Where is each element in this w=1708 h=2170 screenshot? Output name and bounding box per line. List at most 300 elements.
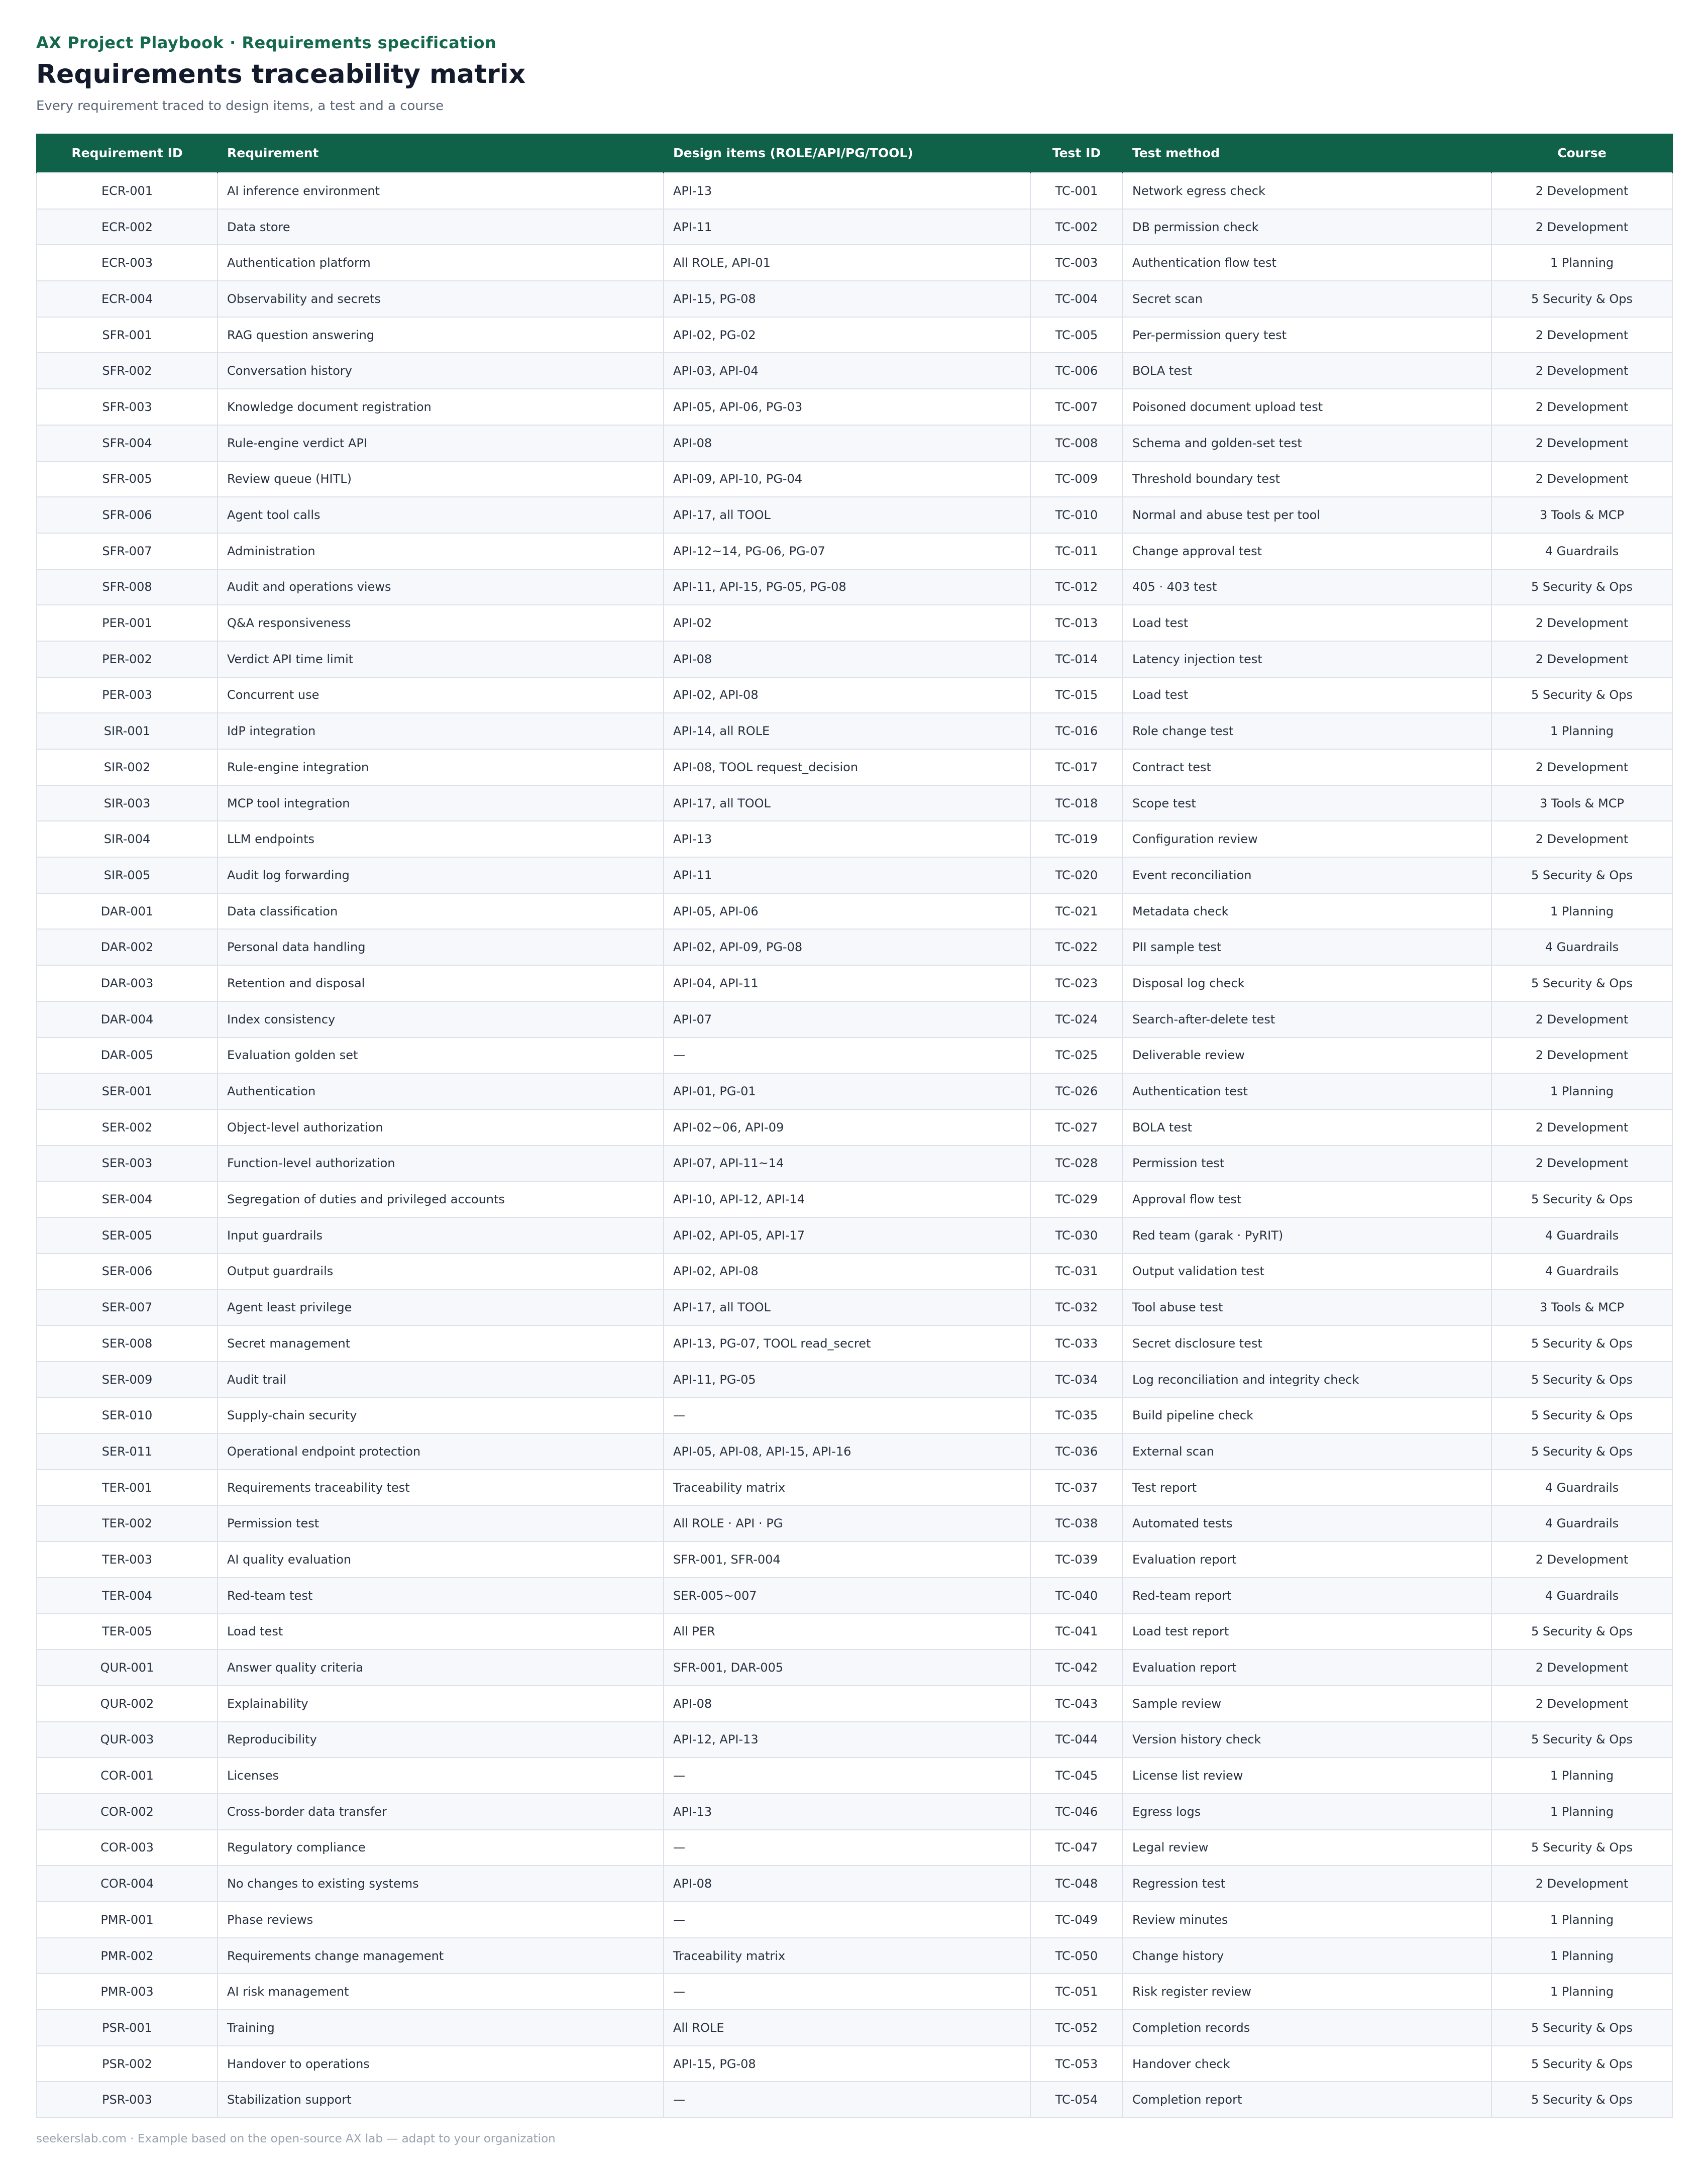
requirement-cell: AI inference environment (218, 173, 664, 209)
course-cell: 4 Guardrails (1491, 929, 1672, 965)
requirement-id-cell: SFR-001 (37, 317, 218, 353)
table-row (37, 1038, 1672, 1074)
course-cell: 2 Development (1491, 461, 1672, 497)
test-id-cell: TC-014 (1030, 641, 1123, 677)
test-id-cell: TC-045 (1030, 1758, 1123, 1794)
table-row (37, 857, 1672, 893)
table-row (37, 641, 1672, 677)
test-id-cell: TC-038 (1030, 1505, 1123, 1541)
test-method-cell: Event reconciliation (1123, 857, 1491, 893)
table-row (37, 317, 1672, 353)
test-id-cell: TC-015 (1030, 677, 1123, 713)
table-row (37, 1830, 1672, 1866)
test-id-cell: TC-047 (1030, 1830, 1123, 1866)
course-cell: 5 Security & Ops (1491, 2082, 1672, 2118)
course-cell: 2 Development (1491, 353, 1672, 389)
test-id-cell: TC-016 (1030, 713, 1123, 749)
page-subtitle: Every requirement traced to design items, a test and a course (36, 98, 444, 114)
table-row (37, 1362, 1672, 1398)
test-method-cell: Secret disclosure test (1123, 1325, 1491, 1362)
table-row (37, 1254, 1672, 1290)
table-row (37, 929, 1672, 965)
table-row (37, 1181, 1672, 1217)
test-method-cell: External scan (1123, 1433, 1491, 1470)
design-items-cell: API-02~06, API-09 (664, 1109, 1030, 1146)
requirement-id-cell: TER-003 (37, 1541, 218, 1578)
requirement-id-cell: SIR-005 (37, 857, 218, 893)
design-items-cell: API-05, API-06, PG-03 (664, 389, 1030, 425)
column-header-requirement: Requirement (218, 134, 664, 173)
course-cell: 4 Guardrails (1491, 533, 1672, 569)
requirement-id-cell: DAR-002 (37, 929, 218, 965)
test-method-cell: Review minutes (1123, 1902, 1491, 1938)
requirement-cell: Operational endpoint protection (218, 1433, 664, 1470)
test-method-cell: Tool abuse test (1123, 1289, 1491, 1325)
course-cell: 4 Guardrails (1491, 1217, 1672, 1254)
requirement-id-cell: SER-008 (37, 1325, 218, 1362)
course-cell: 2 Development (1491, 641, 1672, 677)
requirement-cell: Segregation of duties and privileged accounts (218, 1181, 664, 1217)
design-items-cell: API-10, API-12, API-14 (664, 1181, 1030, 1217)
requirement-cell: Personal data handling (218, 929, 664, 965)
test-id-cell: TC-049 (1030, 1902, 1123, 1938)
course-cell: 4 Guardrails (1491, 1578, 1672, 1614)
design-items-cell: All PER (664, 1614, 1030, 1650)
design-items-cell: API-13 (664, 821, 1030, 857)
course-cell: 1 Planning (1491, 893, 1672, 929)
requirement-cell: Load test (218, 1614, 664, 1650)
test-method-cell: Red-team report (1123, 1578, 1491, 1614)
test-id-cell: TC-027 (1030, 1109, 1123, 1146)
requirement-cell: Review queue (HITL) (218, 461, 664, 497)
test-method-cell: Poisoned document upload test (1123, 389, 1491, 425)
test-method-cell: Completion records (1123, 2010, 1491, 2046)
design-items-cell: API-17, all TOOL (664, 497, 1030, 533)
design-items-cell: API-09, API-10, PG-04 (664, 461, 1030, 497)
requirement-cell: Red-team test (218, 1578, 664, 1614)
design-items-cell: API-08 (664, 641, 1030, 677)
requirement-cell: AI quality evaluation (218, 1541, 664, 1578)
test-id-cell: TC-006 (1030, 353, 1123, 389)
requirement-cell: Rule-engine verdict API (218, 425, 664, 461)
test-id-cell: TC-044 (1030, 1722, 1123, 1758)
table-row (37, 1470, 1672, 1506)
course-cell: 5 Security & Ops (1491, 1181, 1672, 1217)
design-items-cell: — (664, 1758, 1030, 1794)
test-method-cell: Version history check (1123, 1722, 1491, 1758)
requirement-cell: Audit and operations views (218, 569, 664, 605)
requirement-id-cell: SER-007 (37, 1289, 218, 1325)
page-footer: seekerslab.com · Example based on the open-source AX lab — adapt to your organization (36, 2132, 556, 2145)
design-items-cell: API-11 (664, 857, 1030, 893)
test-id-cell: TC-004 (1030, 281, 1123, 317)
test-id-cell: TC-040 (1030, 1578, 1123, 1614)
requirement-cell: Permission test (218, 1505, 664, 1541)
design-items-cell: API-02 (664, 605, 1030, 641)
page-title: Requirements traceability matrix (36, 59, 526, 89)
test-method-cell: Per-permission query test (1123, 317, 1491, 353)
test-method-cell: Threshold boundary test (1123, 461, 1491, 497)
requirement-id-cell: SER-005 (37, 1217, 218, 1254)
requirement-cell: RAG question answering (218, 317, 664, 353)
test-id-cell: TC-043 (1030, 1686, 1123, 1722)
test-method-cell: Metadata check (1123, 893, 1491, 929)
table-body (37, 173, 1672, 2118)
table-row (37, 965, 1672, 1001)
requirement-id-cell: QUR-001 (37, 1649, 218, 1686)
test-method-cell: DB permission check (1123, 209, 1491, 245)
course-cell: 5 Security & Ops (1491, 965, 1672, 1001)
table-header-row (37, 134, 1672, 173)
test-method-cell: Latency injection test (1123, 641, 1491, 677)
requirement-id-cell: SER-001 (37, 1073, 218, 1109)
requirement-id-cell: ECR-004 (37, 281, 218, 317)
design-items-cell: API-13, PG-07, TOOL read_secret (664, 1325, 1030, 1362)
course-cell: 5 Security & Ops (1491, 1362, 1672, 1398)
requirement-cell: Stabilization support (218, 2082, 664, 2118)
test-method-cell: Contract test (1123, 749, 1491, 785)
test-id-cell: TC-029 (1030, 1181, 1123, 1217)
table-row (37, 173, 1672, 209)
design-items-cell: SFR-001, DAR-005 (664, 1649, 1030, 1686)
requirement-id-cell: COR-004 (37, 1866, 218, 1902)
design-items-cell: All ROLE, API-01 (664, 245, 1030, 281)
requirement-cell: Audit log forwarding (218, 857, 664, 893)
course-cell: 5 Security & Ops (1491, 1722, 1672, 1758)
test-id-cell: TC-054 (1030, 2082, 1123, 2118)
table-row (37, 1397, 1672, 1433)
course-cell: 2 Development (1491, 605, 1672, 641)
test-method-cell: Red team (garak · PyRIT) (1123, 1217, 1491, 1254)
course-cell: 2 Development (1491, 1146, 1672, 1182)
requirement-cell: Output guardrails (218, 1254, 664, 1290)
requirement-id-cell: PER-001 (37, 605, 218, 641)
test-id-cell: TC-048 (1030, 1866, 1123, 1902)
test-method-cell: Search-after-delete test (1123, 1001, 1491, 1038)
design-items-cell: API-13 (664, 173, 1030, 209)
test-method-cell: Test report (1123, 1470, 1491, 1506)
test-method-cell: Approval flow test (1123, 1181, 1491, 1217)
requirement-id-cell: QUR-003 (37, 1722, 218, 1758)
course-cell: 5 Security & Ops (1491, 857, 1672, 893)
table-row (37, 533, 1672, 569)
course-cell: 2 Development (1491, 425, 1672, 461)
course-cell: 2 Development (1491, 389, 1672, 425)
table-row (37, 1794, 1672, 1830)
design-items-cell: API-05, API-08, API-15, API-16 (664, 1433, 1030, 1470)
requirement-id-cell: DAR-005 (37, 1038, 218, 1074)
test-method-cell: Configuration review (1123, 821, 1491, 857)
test-id-cell: TC-001 (1030, 173, 1123, 209)
test-method-cell: Role change test (1123, 713, 1491, 749)
table-row (37, 785, 1672, 821)
course-cell: 2 Development (1491, 1541, 1672, 1578)
requirement-id-cell: TER-004 (37, 1578, 218, 1614)
test-id-cell: TC-019 (1030, 821, 1123, 857)
course-cell: 5 Security & Ops (1491, 281, 1672, 317)
design-items-cell: API-07 (664, 1001, 1030, 1038)
test-id-cell: TC-035 (1030, 1397, 1123, 1433)
design-items-cell: API-14, all ROLE (664, 713, 1030, 749)
table-row (37, 1541, 1672, 1578)
requirement-cell: Q&A responsiveness (218, 605, 664, 641)
design-items-cell: API-08 (664, 1686, 1030, 1722)
requirement-id-cell: SIR-001 (37, 713, 218, 749)
design-items-cell: API-04, API-11 (664, 965, 1030, 1001)
test-id-cell: TC-041 (1030, 1614, 1123, 1650)
requirement-id-cell: SFR-007 (37, 533, 218, 569)
course-cell: 1 Planning (1491, 245, 1672, 281)
course-cell: 5 Security & Ops (1491, 1433, 1672, 1470)
test-method-cell: Deliverable review (1123, 1038, 1491, 1074)
requirement-id-cell: SIR-002 (37, 749, 218, 785)
design-items-cell: API-02, API-09, PG-08 (664, 929, 1030, 965)
requirement-cell: MCP tool integration (218, 785, 664, 821)
document-eyebrow: AX Project Playbook · Requirements specification (36, 33, 497, 52)
test-id-cell: TC-031 (1030, 1254, 1123, 1290)
requirement-cell: AI risk management (218, 1974, 664, 2010)
requirement-id-cell: SFR-004 (37, 425, 218, 461)
requirement-cell: Function-level authorization (218, 1146, 664, 1182)
design-items-cell: — (664, 1974, 1030, 2010)
design-items-cell: API-12, API-13 (664, 1722, 1030, 1758)
table-row (37, 353, 1672, 389)
requirement-id-cell: TER-005 (37, 1614, 218, 1650)
table-row (37, 1614, 1672, 1650)
requirement-cell: Rule-engine integration (218, 749, 664, 785)
course-cell: 2 Development (1491, 1866, 1672, 1902)
test-id-cell: TC-012 (1030, 569, 1123, 605)
test-method-cell: Sample review (1123, 1686, 1491, 1722)
table-row (37, 1217, 1672, 1254)
requirement-id-cell: PER-002 (37, 641, 218, 677)
column-header-design-items: Design items (ROLE/API/PG/TOOL) (664, 134, 1030, 173)
requirement-cell: Observability and secrets (218, 281, 664, 317)
requirement-cell: No changes to existing systems (218, 1866, 664, 1902)
design-items-cell: API-01, PG-01 (664, 1073, 1030, 1109)
requirement-id-cell: SER-003 (37, 1146, 218, 1182)
requirement-cell: Training (218, 2010, 664, 2046)
column-header-test-method: Test method (1123, 134, 1491, 173)
test-id-cell: TC-051 (1030, 1974, 1123, 2010)
requirement-id-cell: DAR-001 (37, 893, 218, 929)
table-row (37, 893, 1672, 929)
requirement-cell: Conversation history (218, 353, 664, 389)
test-method-cell: Evaluation report (1123, 1541, 1491, 1578)
test-id-cell: TC-018 (1030, 785, 1123, 821)
design-items-cell: API-07, API-11~14 (664, 1146, 1030, 1182)
test-id-cell: TC-053 (1030, 2046, 1123, 2082)
test-id-cell: TC-036 (1030, 1433, 1123, 1470)
table-row (37, 2082, 1672, 2118)
table-row (37, 749, 1672, 785)
requirement-cell: Evaluation golden set (218, 1038, 664, 1074)
course-cell: 5 Security & Ops (1491, 2010, 1672, 2046)
requirement-cell: Regulatory compliance (218, 1830, 664, 1866)
requirement-id-cell: TER-002 (37, 1505, 218, 1541)
column-header-course: Course (1491, 134, 1672, 173)
test-method-cell: PII sample test (1123, 929, 1491, 965)
test-method-cell: Evaluation report (1123, 1649, 1491, 1686)
design-items-cell: Traceability matrix (664, 1938, 1030, 1974)
requirement-id-cell: DAR-004 (37, 1001, 218, 1038)
course-cell: 5 Security & Ops (1491, 569, 1672, 605)
test-id-cell: TC-022 (1030, 929, 1123, 965)
test-method-cell: Legal review (1123, 1830, 1491, 1866)
table-row (37, 605, 1672, 641)
course-cell: 2 Development (1491, 1686, 1672, 1722)
test-method-cell: Regression test (1123, 1866, 1491, 1902)
design-items-cell: API-15, PG-08 (664, 281, 1030, 317)
design-items-cell: API-08, TOOL request_decision (664, 749, 1030, 785)
course-cell: 1 Planning (1491, 1073, 1672, 1109)
requirement-id-cell: SFR-005 (37, 461, 218, 497)
test-id-cell: TC-046 (1030, 1794, 1123, 1830)
design-items-cell: API-02, API-08 (664, 1254, 1030, 1290)
test-method-cell: Load test (1123, 605, 1491, 641)
requirement-cell: Handover to operations (218, 2046, 664, 2082)
requirement-cell: Requirements traceability test (218, 1470, 664, 1506)
test-method-cell: Risk register review (1123, 1974, 1491, 2010)
design-items-cell: — (664, 1397, 1030, 1433)
requirement-id-cell: SER-010 (37, 1397, 218, 1433)
requirement-id-cell: SFR-006 (37, 497, 218, 533)
test-id-cell: TC-007 (1030, 389, 1123, 425)
design-items-cell: API-15, PG-08 (664, 2046, 1030, 2082)
table-row (37, 1686, 1672, 1722)
test-id-cell: TC-028 (1030, 1146, 1123, 1182)
requirement-cell: Answer quality criteria (218, 1649, 664, 1686)
course-cell: 5 Security & Ops (1491, 2046, 1672, 2082)
design-items-cell: API-11, API-15, PG-05, PG-08 (664, 569, 1030, 605)
course-cell: 2 Development (1491, 1649, 1672, 1686)
course-cell: 4 Guardrails (1491, 1470, 1672, 1506)
course-cell: 3 Tools & MCP (1491, 497, 1672, 533)
requirement-cell: Agent least privilege (218, 1289, 664, 1325)
course-cell: 2 Development (1491, 173, 1672, 209)
course-cell: 2 Development (1491, 317, 1672, 353)
test-method-cell: Automated tests (1123, 1505, 1491, 1541)
requirement-id-cell: ECR-003 (37, 245, 218, 281)
table-row (37, 1866, 1672, 1902)
test-id-cell: TC-030 (1030, 1217, 1123, 1254)
test-method-cell: License list review (1123, 1758, 1491, 1794)
test-method-cell: Normal and abuse test per tool (1123, 497, 1491, 533)
table-row (37, 1073, 1672, 1109)
test-method-cell: Load test report (1123, 1614, 1491, 1650)
table-row (37, 2010, 1672, 2046)
course-cell: 3 Tools & MCP (1491, 785, 1672, 821)
test-id-cell: TC-011 (1030, 533, 1123, 569)
design-items-cell: API-08 (664, 425, 1030, 461)
test-method-cell: Build pipeline check (1123, 1397, 1491, 1433)
design-items-cell: SFR-001, SFR-004 (664, 1541, 1030, 1578)
requirement-cell: Secret management (218, 1325, 664, 1362)
table-row (37, 1505, 1672, 1541)
course-cell: 1 Planning (1491, 1794, 1672, 1830)
course-cell: 2 Development (1491, 1109, 1672, 1146)
table-row (37, 713, 1672, 749)
table-row (37, 1902, 1672, 1938)
test-id-cell: TC-002 (1030, 209, 1123, 245)
course-cell: 2 Development (1491, 1001, 1672, 1038)
course-cell: 5 Security & Ops (1491, 1614, 1672, 1650)
course-cell: 1 Planning (1491, 1974, 1672, 2010)
table-row (37, 1325, 1672, 1362)
test-id-cell: TC-026 (1030, 1073, 1123, 1109)
course-cell: 1 Planning (1491, 1902, 1672, 1938)
requirement-id-cell: SFR-003 (37, 389, 218, 425)
requirement-cell: Input guardrails (218, 1217, 664, 1254)
test-id-cell: TC-032 (1030, 1289, 1123, 1325)
requirement-cell: IdP integration (218, 713, 664, 749)
course-cell: 5 Security & Ops (1491, 1830, 1672, 1866)
table-row (37, 1001, 1672, 1038)
test-method-cell: Scope test (1123, 785, 1491, 821)
test-method-cell: BOLA test (1123, 353, 1491, 389)
requirement-id-cell: SFR-008 (37, 569, 218, 605)
test-id-cell: TC-013 (1030, 605, 1123, 641)
column-header-test-id: Test ID (1030, 134, 1123, 173)
requirement-id-cell: SIR-003 (37, 785, 218, 821)
requirement-id-cell: PSR-003 (37, 2082, 218, 2118)
design-items-cell: API-13 (664, 1794, 1030, 1830)
test-method-cell: Load test (1123, 677, 1491, 713)
requirement-cell: Cross-border data transfer (218, 1794, 664, 1830)
test-id-cell: TC-009 (1030, 461, 1123, 497)
requirement-cell: LLM endpoints (218, 821, 664, 857)
requirement-cell: Agent tool calls (218, 497, 664, 533)
requirement-cell: Object-level authorization (218, 1109, 664, 1146)
design-items-cell: — (664, 2082, 1030, 2118)
table-row (37, 1433, 1672, 1470)
requirement-cell: Administration (218, 533, 664, 569)
course-cell: 5 Security & Ops (1491, 677, 1672, 713)
course-cell: 1 Planning (1491, 1758, 1672, 1794)
design-items-cell: — (664, 1830, 1030, 1866)
table-row (37, 1722, 1672, 1758)
table-row (37, 1938, 1672, 1974)
test-method-cell: Secret scan (1123, 281, 1491, 317)
test-id-cell: TC-042 (1030, 1649, 1123, 1686)
requirement-cell: Knowledge document registration (218, 389, 664, 425)
test-method-cell: Completion report (1123, 2082, 1491, 2118)
test-method-cell: Handover check (1123, 2046, 1491, 2082)
test-method-cell: Network egress check (1123, 173, 1491, 209)
test-id-cell: TC-021 (1030, 893, 1123, 929)
test-id-cell: TC-010 (1030, 497, 1123, 533)
test-method-cell: BOLA test (1123, 1109, 1491, 1146)
table-row (37, 1974, 1672, 2010)
design-items-cell: API-02, API-05, API-17 (664, 1217, 1030, 1254)
table-row (37, 569, 1672, 605)
requirement-id-cell: TER-001 (37, 1470, 218, 1506)
test-method-cell: Disposal log check (1123, 965, 1491, 1001)
design-items-cell: — (664, 1902, 1030, 1938)
design-items-cell: API-05, API-06 (664, 893, 1030, 929)
test-id-cell: TC-050 (1030, 1938, 1123, 1974)
test-id-cell: TC-017 (1030, 749, 1123, 785)
test-method-cell: Change history (1123, 1938, 1491, 1974)
column-header-requirement-id: Requirement ID (37, 134, 218, 173)
design-items-cell: API-17, all TOOL (664, 1289, 1030, 1325)
test-id-cell: TC-020 (1030, 857, 1123, 893)
requirement-id-cell: COR-003 (37, 1830, 218, 1866)
table-header (37, 134, 1672, 173)
design-items-cell: All ROLE · API · PG (664, 1505, 1030, 1541)
design-items-cell: API-17, all TOOL (664, 785, 1030, 821)
design-items-cell: SER-005~007 (664, 1578, 1030, 1614)
